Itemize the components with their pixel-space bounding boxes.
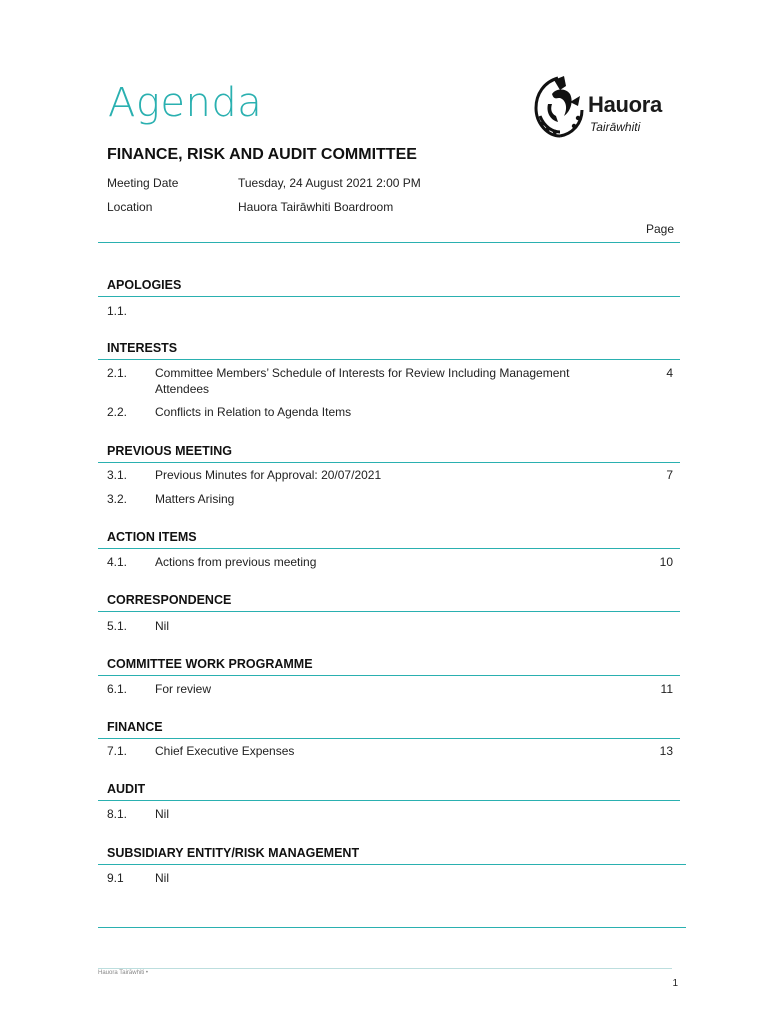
item-text: Nil xyxy=(155,619,169,633)
location-value: Hauora Tairāwhiti Boardroom xyxy=(238,200,394,214)
item-number: 1.1. xyxy=(107,304,128,318)
location-label: Location xyxy=(107,200,153,214)
page-title: Agenda xyxy=(108,80,263,126)
section-heading-interests: INTERESTS xyxy=(107,341,178,355)
section-heading-committee-work-programme: COMMITTEE WORK PROGRAMME xyxy=(107,657,313,671)
section-divider xyxy=(98,800,680,801)
page-column-header: Page xyxy=(645,222,674,236)
item-number: 7.1. xyxy=(107,744,128,758)
item-text: Previous Minutes for Approval: 20/07/2021 xyxy=(155,468,382,482)
committee-name: FINANCE, RISK AND AUDIT COMMITTEE xyxy=(107,146,417,163)
item-text: Chief Executive Expenses xyxy=(155,744,295,758)
header-divider xyxy=(98,242,680,243)
section-divider xyxy=(98,296,680,297)
hauora-logo xyxy=(530,74,680,144)
item-text: For review xyxy=(155,682,212,696)
section-divider xyxy=(98,738,680,739)
item-page: 4 xyxy=(666,366,673,380)
item-page: 13 xyxy=(659,744,673,758)
hauora-emblem-icon xyxy=(530,74,586,140)
item-number: 5.1. xyxy=(107,619,128,633)
section-heading-subsidiary-entity-risk-management: SUBSIDIARY ENTITY/RISK MANAGEMENT xyxy=(107,846,360,860)
meeting-date-row xyxy=(107,176,421,190)
footer-divider xyxy=(98,968,672,969)
item-number: 3.1. xyxy=(107,468,128,482)
meeting-date-label: Meeting Date xyxy=(107,176,179,190)
section-heading-action-items: ACTION ITEMS xyxy=(107,530,197,544)
item-number: 6.1. xyxy=(107,682,128,696)
item-number: 2.2. xyxy=(107,405,128,419)
table-bottom-divider xyxy=(98,927,686,928)
section-divider xyxy=(98,462,680,463)
section-heading-previous-meeting: PREVIOUS MEETING xyxy=(107,444,233,458)
section-divider xyxy=(98,611,680,612)
item-number: 3.2. xyxy=(107,492,128,506)
item-text: Nil xyxy=(155,871,169,885)
section-divider xyxy=(98,675,680,676)
item-text: Actions from previous meeting xyxy=(155,555,317,569)
location-row xyxy=(107,200,393,214)
logo-sub-text: Tairāwhiti xyxy=(590,120,641,134)
item-text: Matters Arising xyxy=(155,492,235,506)
section-heading-apologies: APOLOGIES xyxy=(107,278,182,292)
section-heading-finance: FINANCE xyxy=(107,720,163,734)
item-page: 7 xyxy=(666,468,673,482)
item-page: 10 xyxy=(659,555,673,569)
item-number: 2.1. xyxy=(107,366,128,380)
section-heading-audit: AUDIT xyxy=(107,782,146,796)
footer-page-number: 1 xyxy=(672,978,678,989)
section-divider xyxy=(98,864,686,865)
section-divider xyxy=(98,359,680,360)
item-text: Committee Members’ Schedule of Interests for Review Including Management Attendees xyxy=(155,366,570,396)
section-heading-correspondence: CORRESPONDENCE xyxy=(107,593,232,607)
meeting-date-value: Tuesday, 24 August 2021 2:00 PM xyxy=(238,176,421,190)
logo-brand-text: Hauora xyxy=(588,92,662,117)
item-number: 9.1 xyxy=(107,871,124,885)
item-number: 8.1. xyxy=(107,807,128,821)
item-page: 11 xyxy=(660,682,673,696)
footer-org-name: Hauora Tairāwhiti • xyxy=(98,970,149,976)
item-text: Conflicts in Relation to Agenda Items xyxy=(155,405,352,419)
section-divider xyxy=(98,548,680,549)
item-text: Nil xyxy=(155,807,169,821)
item-number: 4.1. xyxy=(107,555,128,569)
